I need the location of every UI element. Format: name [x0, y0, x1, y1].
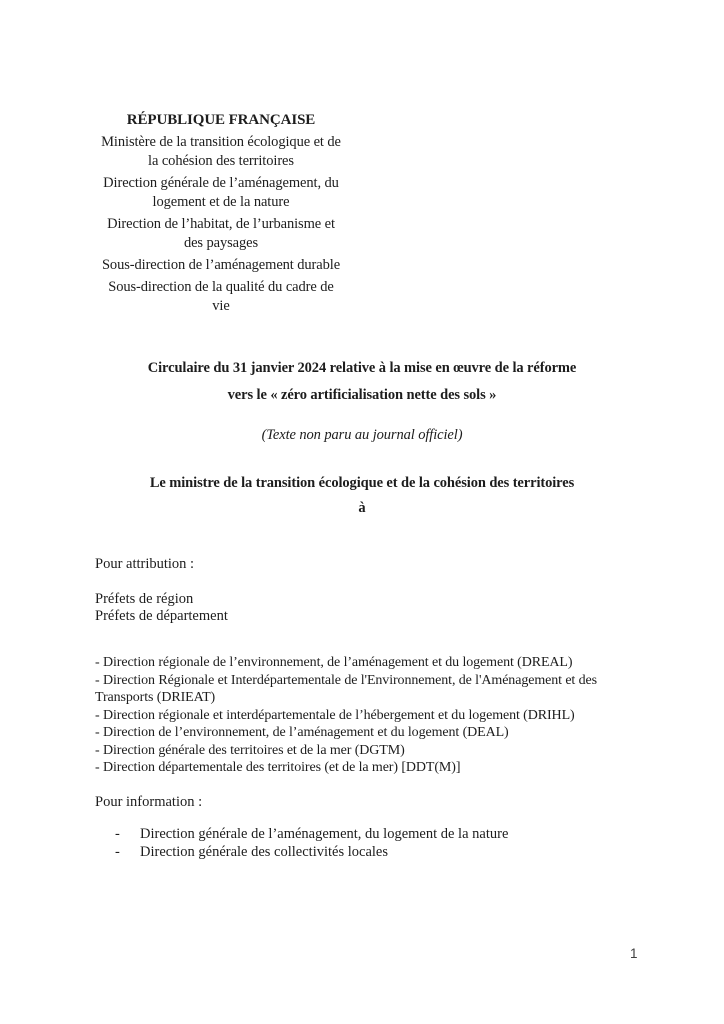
letterhead-line: logement et de la nature	[152, 194, 290, 210]
letterhead-line: des paysages	[183, 235, 259, 251]
letterhead-unit-dhup	[95, 215, 347, 253]
information-list	[115, 826, 508, 861]
letterhead-line: Direction générale de l’aménagement, du	[103, 175, 339, 191]
direction-line-drihl: - Direction régionale et interdépartementale de l’hébergement et du logement (DRIHL)	[95, 707, 575, 723]
information-item-text: Direction générale des collectivités locales	[140, 843, 389, 860]
letterhead	[95, 111, 347, 319]
direction-line-ddtm: - Direction départementale des territoires (et de la mer) [DDT(M)]	[95, 760, 461, 775]
letterhead-line: Ministère de la transition écologique et de	[101, 134, 341, 150]
letterhead-unit-dgaln	[95, 174, 347, 212]
direction-line-deal: - Direction de l’environnement, de l’aménagement et du logement (DEAL)	[95, 725, 509, 740]
information-label: Pour information :	[95, 794, 203, 810]
direction-line-dreal: - Direction régionale de l’environnement, de l’aménagement et du logement (DREAL)	[95, 655, 573, 670]
letterhead-unit-amenagement-durable	[95, 256, 347, 275]
information-item-text: Direction générale de l’aménagement, du logement de la nature	[140, 826, 509, 842]
recipient-line: Préfets de département	[95, 608, 228, 624]
recipient-line: Préfets de région	[95, 591, 194, 607]
letterhead-line: la cohésion des territoires	[148, 153, 294, 169]
attribution-label: Pour attribution :	[95, 556, 195, 572]
minister-line: Le ministre de la transition écologique et de la cohésion des territoires	[149, 475, 575, 491]
circular-title-line2: vers le « zéro artificialisation nette des sols »	[227, 387, 497, 403]
information-item	[115, 826, 508, 844]
page-number: 1	[630, 946, 638, 961]
circular-title-line1: Circulaire du 31 janvier 2024 relative à la mise en œuvre de la réforme	[147, 360, 577, 376]
recipients-list	[95, 591, 228, 625]
letterhead-line: Direction de l’habitat, de l’urbanisme et	[107, 216, 335, 232]
information-item	[115, 844, 508, 862]
directions-list	[95, 654, 680, 777]
direction-line-drieat-1: - Direction Régionale et Interdépartementale de l'Environnement, de l'Aménagement et des	[95, 672, 597, 688]
letterhead-unit-ministere	[95, 133, 347, 171]
direction-line-dgtm: - Direction générale des territoires et de la mer (DGTM)	[95, 742, 405, 758]
republic-heading: RÉPUBLIQUE FRANÇAISE	[126, 112, 316, 128]
letterhead-line: vie	[212, 298, 230, 314]
journal-note: (Texte non paru au journal officiel)	[261, 427, 463, 443]
addressee-a: à	[358, 500, 366, 516]
title-block	[0, 359, 724, 517]
letterhead-line: Sous-direction de la qualité du cadre de	[108, 279, 334, 295]
letterhead-unit-qualite-cadre-vie	[95, 278, 347, 316]
dash-marker: -	[115, 843, 120, 860]
direction-line-drieat-2: Transports (DRIEAT)	[95, 690, 216, 705]
dash-marker: -	[115, 826, 120, 842]
letterhead-line: Sous-direction de l’aménagement durable	[101, 257, 341, 273]
